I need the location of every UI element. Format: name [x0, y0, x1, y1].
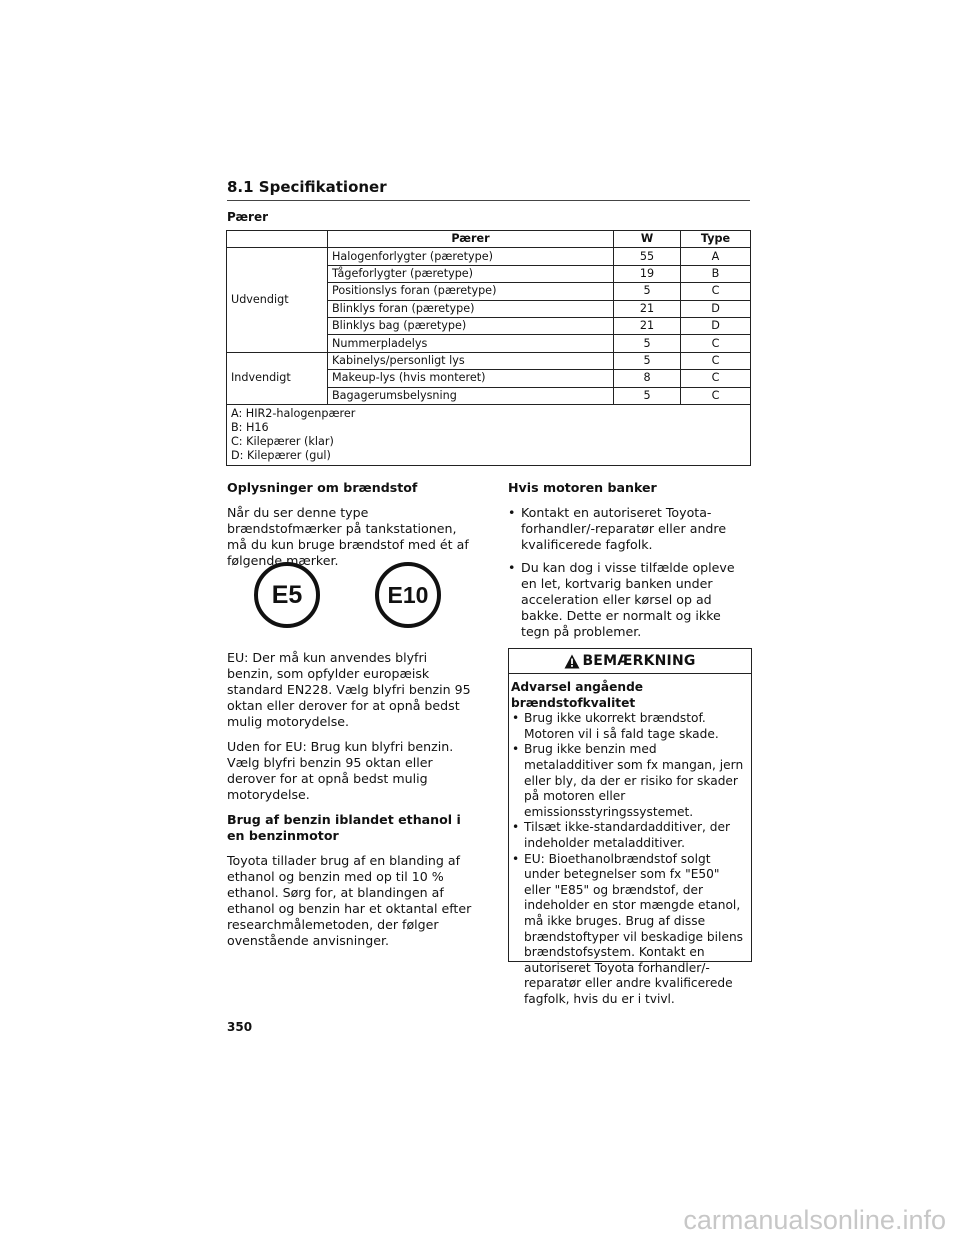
table-header-cell: Pærer	[328, 231, 614, 248]
bulb-name: Positionslys foran (pæretype)	[328, 283, 614, 300]
bulb-type: C	[681, 352, 751, 369]
list-item: • Tilsæt ikke-standardadditiver, der indeholder metaladditiver.	[511, 820, 749, 851]
list-item: • Brug ikke benzin med metaladditiver som fx mangan, jern eller bly, da der er risiko for skader på motoren eller emissionsstyringssystemet.	[511, 742, 749, 820]
section-divider	[227, 200, 750, 201]
list-item: • Du kan dog i visse tilfælde opleve en let, kortvarig banken under acceleration eller kørsel op ad bakke. Dette er normalt og ikke tegn på problemer.	[508, 560, 750, 640]
group-label: Indvendigt	[227, 352, 328, 404]
non-eu-text: Uden for EU: Brug kun blyfri benzin. Vælg blyfri benzin 95 oktan eller derover for at opnå bedst mulig motorydelse.	[227, 739, 454, 802]
eu-text: EU: Der må kun anvendes blyfri benzin, som opfylder europæisk standard EN228. Vælg blyfri benzin 95 oktan eller derover for at opnå bedst mulig motorydelse.	[227, 650, 471, 729]
legend-item: C: Kilepærer (klar)	[231, 434, 334, 448]
table-header-row	[227, 231, 751, 248]
knock-heading: Hvis motoren banker	[508, 480, 657, 495]
fuel-intro: Når du ser denne type brændstofmærker på tankstationen, må du kun bruge brændstof med ét af følgende mærker.	[227, 505, 469, 568]
bulb-name: Kabinelys/personligt lys	[328, 352, 614, 369]
bulb-name: Bagagerumsbelysning	[328, 387, 614, 404]
warning-triangle-icon	[564, 654, 580, 669]
bulb-watt: 5	[614, 283, 681, 300]
bulb-type: A	[681, 248, 751, 265]
engine-knock-section	[508, 480, 750, 647]
bulb-watt: 5	[614, 352, 681, 369]
bulb-watt: 55	[614, 248, 681, 265]
bulb-type: C	[681, 370, 751, 387]
fuel-rules-section	[227, 650, 472, 958]
table-legend	[227, 404, 751, 465]
knock-list	[508, 505, 750, 640]
table-caption: Pærer	[227, 210, 269, 224]
watermark: carmanualsonline.info	[683, 1205, 946, 1235]
notice-list	[511, 711, 749, 1007]
ethanol-text: Toyota tillader brug af en blanding af ethanol og benzin med op til 10 % ethanol. Sørg for, at blandingen af ethanol og benzin har et oktantal efter researchmålemetoden, der følger ovenstående anvisninger.	[227, 853, 472, 948]
bulb-name: Nummerpladelys	[328, 335, 614, 352]
ethanol-heading: Brug af benzin iblandet ethanol i en benzinmotor	[227, 812, 461, 843]
fuel-info-section	[227, 480, 472, 578]
bulb-watt: 21	[614, 300, 681, 317]
page-number: 350	[227, 1020, 253, 1034]
notice-heading: Advarsel angående brændstofkvalitet	[511, 680, 644, 710]
bulb-name: Blinklys bag (pæretype)	[328, 317, 614, 334]
bulb-name: Blinklys foran (pæretype)	[328, 300, 614, 317]
section-title: 8.1 Specifikationer	[227, 178, 387, 196]
legend-item: B: H16	[231, 420, 269, 434]
bulb-type: C	[681, 283, 751, 300]
notice-body	[509, 674, 751, 1007]
bulb-watt: 5	[614, 335, 681, 352]
bulb-type: C	[681, 335, 751, 352]
table-legend-row	[227, 404, 751, 465]
list-item: • EU: Bioethanolbrændstof solgt under betegnelser som fx "E50" eller "E85" og brændstof, der indeholder en stor mængde etanol, må ikke bruges. Brug af disse brændstoftyper vil beskadige bilens brændstofsystem. Kontakt en autoriseret Toyota forhandler/-reparatør eller andre kvalificerede fagfolk, hvis du er i tvivl.	[511, 852, 749, 1008]
bulb-name: Tågeforlygter (pæretype)	[328, 265, 614, 282]
legend-item: A: HIR2-halogenpærer	[231, 406, 356, 420]
notice-header	[509, 649, 751, 674]
table-row	[227, 248, 751, 265]
bulb-watt: 5	[614, 387, 681, 404]
bulb-type: B	[681, 265, 751, 282]
bulb-watt: 21	[614, 317, 681, 334]
table-header-cell: Type	[681, 231, 751, 248]
legend-item: D: Kilepærer (gul)	[231, 448, 331, 462]
notice-box	[508, 648, 752, 1006]
bulb-type: D	[681, 300, 751, 317]
bulbs-table	[226, 230, 751, 466]
bulb-name: Halogenforlygter (pæretype)	[328, 248, 614, 265]
group-label: Udvendigt	[227, 248, 328, 352]
fuel-label-e5: E5	[254, 562, 320, 628]
bulb-type: C	[681, 387, 751, 404]
table-row	[227, 352, 751, 369]
fuel-heading: Oplysninger om brændstof	[227, 480, 418, 495]
fuel-label-e10: E10	[375, 562, 441, 628]
bulb-watt: 19	[614, 265, 681, 282]
notice-label: BEMÆRKNING	[582, 653, 696, 669]
list-item: • Brug ikke ukorrekt brændstof. Motoren vil i så fald tage skade.	[511, 711, 749, 742]
bulb-type: D	[681, 317, 751, 334]
table-header-cell	[227, 231, 328, 248]
bulb-name: Makeup-lys (hvis monteret)	[328, 370, 614, 387]
list-item: • Kontakt en autoriseret Toyota-forhandler/-reparatør eller andre kvalificerede fagfolk.	[508, 505, 750, 553]
bulb-watt: 8	[614, 370, 681, 387]
table-header-cell: W	[614, 231, 681, 248]
